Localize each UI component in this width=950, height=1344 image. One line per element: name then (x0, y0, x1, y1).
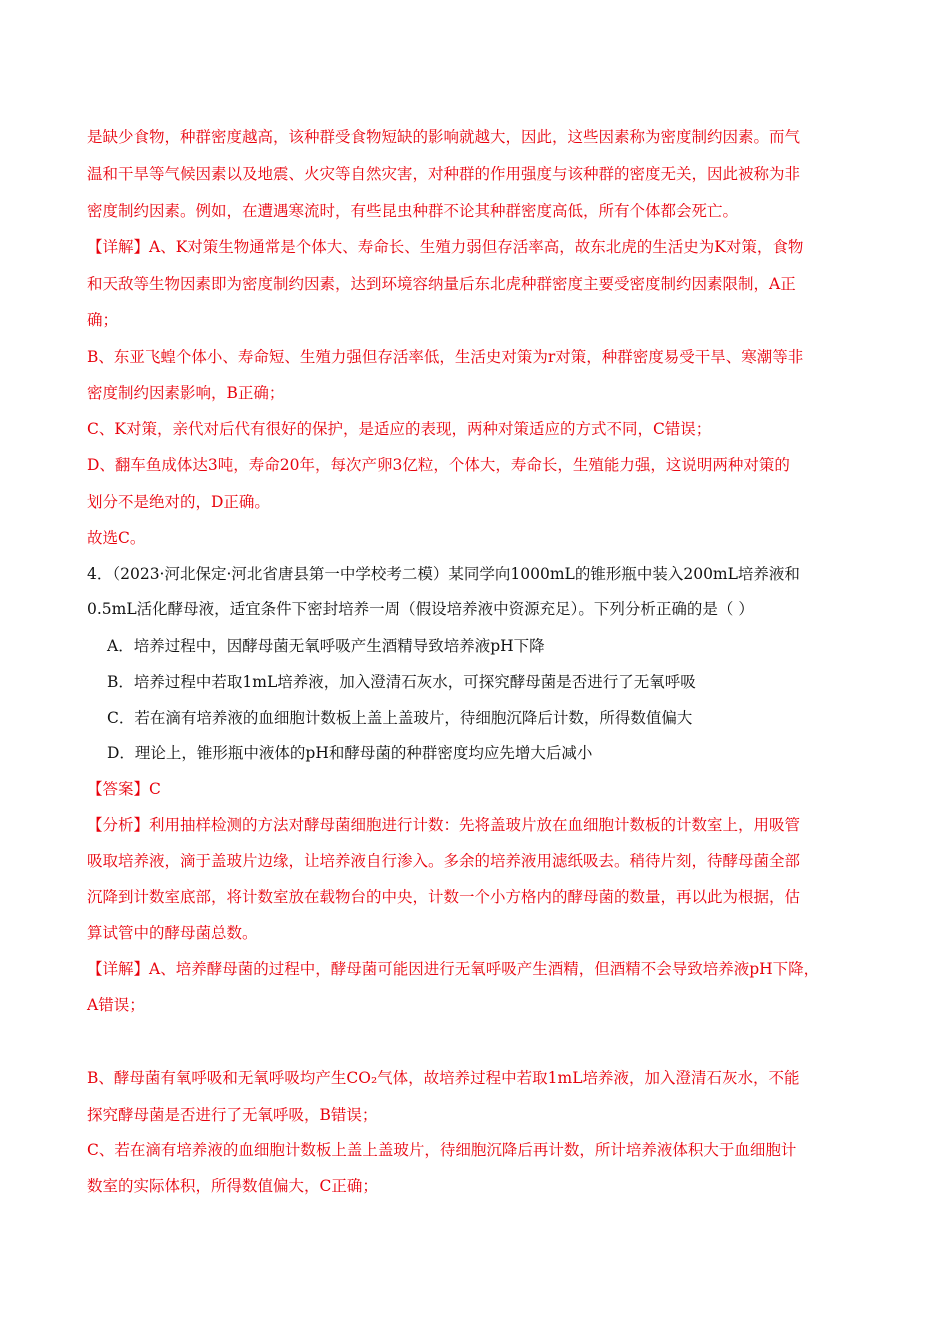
paragraph-line: 数室的实际体积，所得数值偏大，C正确； (87, 1177, 378, 1195)
paragraph-line: 沉降到计数室底部，将计数室放在载物台的中央，计数一个小方格内的酵母菌的数量，再以此为根据，估 (87, 888, 801, 906)
paragraph-line: 故选C。 (87, 529, 146, 547)
paragraph-line: D、翻车鱼成体达3吨，寿命20年，每次产卵3亿粒，个体大，寿命长，生殖能力强，这说明两种对策的 (87, 456, 790, 474)
paragraph-line: B、东亚飞蝗个体小、寿命短、生殖力强但存活率低，生活史对策为r对策，种群密度易受干旱、寒潮等非 (87, 348, 804, 366)
paragraph-line: 【详解】A、K对策生物通常是个体大、寿命长、生殖力弱但存活率高，故东北虎的生活史为K对策，食物 (87, 238, 804, 256)
paragraph-line: 是缺少食物，种群密度越高，该种群受食物短缺的影响就越大，因此，这些因素称为密度制约因素。而气 (87, 128, 801, 146)
paragraph-line: 密度制约因素。例如，在遭遇寒流时，有些昆虫种群不论其种群密度高低，所有个体都会死亡。 (87, 202, 739, 220)
question-stem: 4．（2023·河北保定·河北省唐县第一中学校考二模）某同学向1000mL的锥形瓶中装入200mL培养液和 (87, 565, 800, 583)
paragraph-line: B、酵母菌有氧呼吸和无氧呼吸均产生CO₂气体，故培养过程中若取1mL培养液，加入澄清石灰水，不能 (87, 1069, 800, 1087)
paragraph-line: 【分析】利用抽样检测的方法对酵母菌细胞进行计数：先将盖玻片放在血细胞计数板的计数室上，用吸管 (87, 816, 801, 834)
question-stem: 0.5mL活化酵母液，适宜条件下密封培养一周（假设培养液中资源充足）。下列分析正确的是（ ） (87, 600, 754, 618)
paragraph-line: 和天敌等生物因素即为密度制约因素，达到环境容纳量后东北虎种群密度主要受密度制约因素限制，A正 (87, 275, 796, 293)
paragraph-line: 确； (87, 311, 119, 329)
option-d: D．理论上，锥形瓶中液体的pH和酵母菌的种群密度均应先增大后减小 (107, 744, 593, 762)
paragraph-line: 算试管中的酵母菌总数。 (87, 924, 258, 942)
paragraph-line: 【详解】A、培养酵母菌的过程中，酵母菌可能因进行无氧呼吸产生酒精，但酒精不会导致培养液pH下降， (87, 960, 820, 978)
answer-line: 【答案】C (87, 780, 161, 798)
paragraph-line: 划分不是绝对的，D正确。 (87, 493, 270, 511)
paragraph-line: A错误； (87, 996, 145, 1014)
paragraph-line: 吸取培养液，滴于盖玻片边缘，让培养液自行渗入。多余的培养液用滤纸吸去。稍待片刻，待酵母菌全部 (87, 852, 801, 870)
paragraph-line: C、K对策，亲代对后代有很好的保护，是适应的表现，两种对策适应的方式不同，C错误； (87, 420, 712, 438)
option-a: A．培养过程中，因酵母菌无氧呼吸产生酒精导致培养液pH下降 (107, 637, 545, 655)
paragraph-line: C、若在滴有培养液的血细胞计数板上盖上盖玻片，待细胞沉降后再计数，所计培养液体积大于血细胞计 (87, 1141, 797, 1159)
paragraph-line: 密度制约因素影响，B正确； (87, 384, 285, 402)
paragraph-line: 探究酵母菌是否进行了无氧呼吸，B错误； (87, 1106, 378, 1124)
option-b: B．培养过程中若取1mL培养液，加入澄清石灰水，可探究酵母菌是否进行了无氧呼吸 (107, 673, 696, 691)
paragraph-line: 温和干旱等气候因素以及地震、火灾等自然灾害，对种群的作用强度与该种群的密度无关，因此被称为非 (87, 165, 801, 183)
option-c: C．若在滴有培养液的血细胞计数板上盖上盖玻片，待细胞沉降后计数，所得数值偏大 (107, 709, 693, 727)
